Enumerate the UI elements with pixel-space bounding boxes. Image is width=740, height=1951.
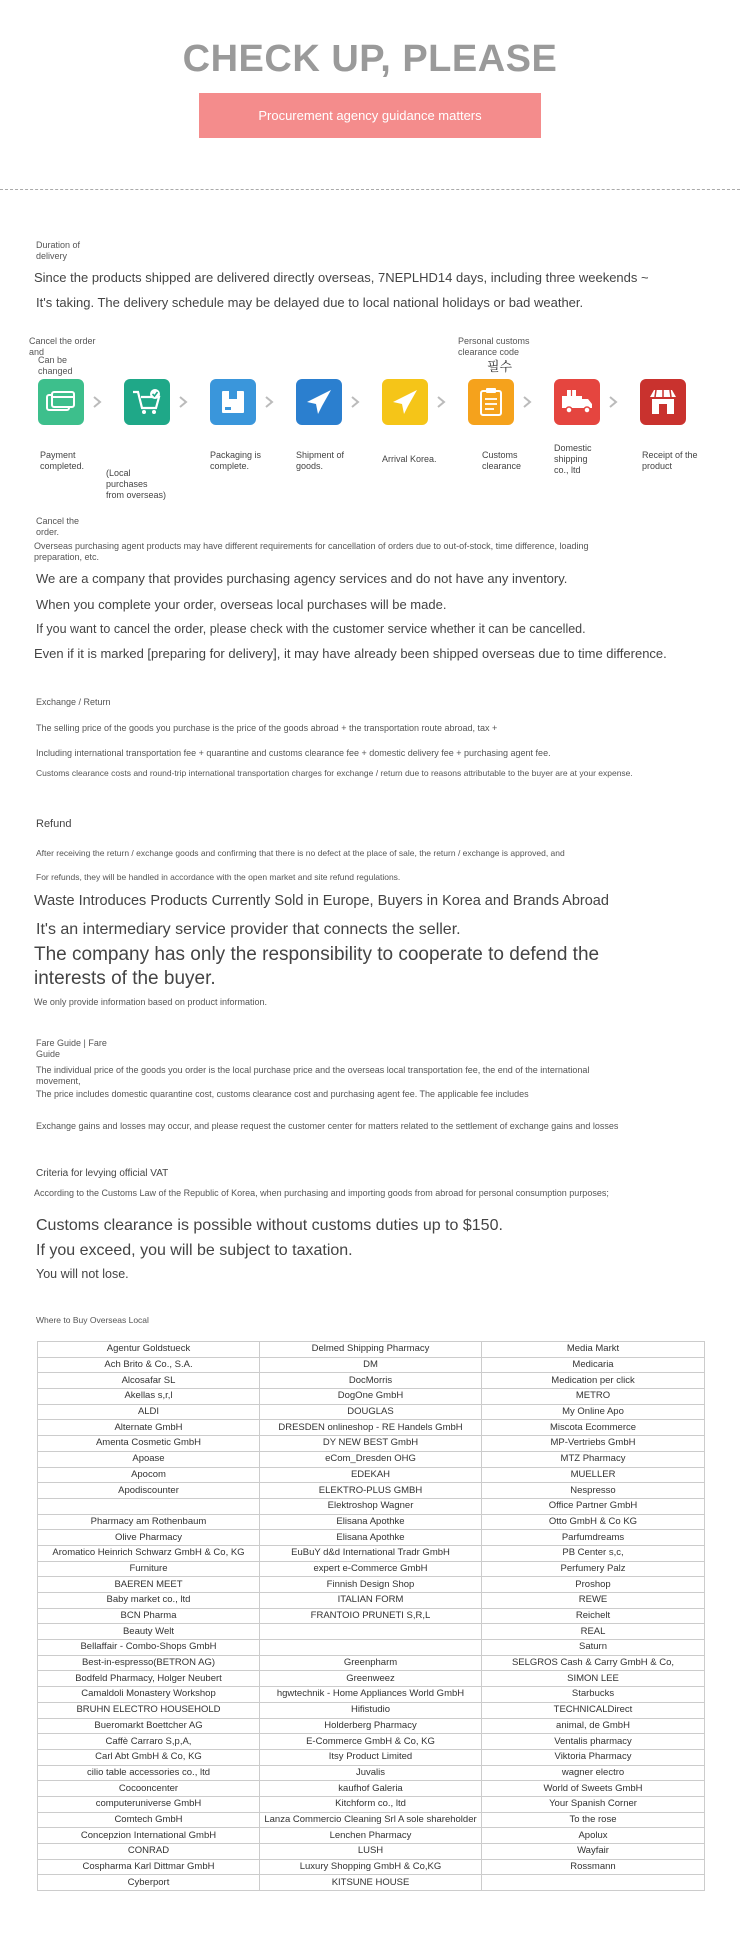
store-cell-right: Nespresso	[482, 1483, 705, 1499]
store-cell-right: Perfumery Palz	[482, 1561, 705, 1577]
cancel-line-3: If you want to cancel the order, please check with the customer service whether it can be cancelled.	[36, 622, 586, 636]
table-row	[38, 1373, 705, 1389]
store-cell-middle: LUSH	[260, 1844, 482, 1860]
store-cell-middle: DRESDEN onlineshop - RE Handels GmbH	[260, 1420, 482, 1436]
store-cell-middle: ELEKTRO-PLUS GMBH	[260, 1483, 482, 1499]
plane-icon	[296, 379, 342, 425]
store-cell-middle: Holderberg Pharmacy	[260, 1718, 482, 1734]
table-row	[38, 1781, 705, 1797]
table-row	[38, 1624, 705, 1640]
store-cell-left: Alternate GmbH	[38, 1420, 260, 1436]
store-cell-right	[482, 1875, 705, 1891]
store-cell-middle: Hifistudio	[260, 1702, 482, 1718]
table-row	[38, 1671, 705, 1687]
plane-icon	[382, 379, 428, 425]
store-cell-left: Best-in-espresso(BETRON AG)	[38, 1655, 260, 1671]
store-cell-left: Pharmacy am Rothenbaum	[38, 1514, 260, 1530]
store-cell-middle: Juvalis	[260, 1765, 482, 1781]
step-label-customs: Customs clearance	[482, 450, 522, 471]
store-cell-right: Media Markt	[482, 1342, 705, 1358]
store-cell-left: CONRAD	[38, 1844, 260, 1860]
exchange-line-2: Including international transportation fee + quarantine and customs clearance fee + domestic delivery fee + purchasing agent fee.	[36, 748, 551, 758]
store-cell-right: Your Spanish Corner	[482, 1796, 705, 1812]
fare-heading: Fare Guide | Fare Guide	[36, 1038, 107, 1059]
store-cell-right: Parfumdreams	[482, 1530, 705, 1546]
store-cell-left: Furniture	[38, 1561, 260, 1577]
store-cell-right: Starbucks	[482, 1687, 705, 1703]
refund-line-4: It's an intermediary service provider that connects the seller.	[36, 921, 461, 938]
store-cell-right: Apolux	[482, 1828, 705, 1844]
step-label-payment: Payment completed.	[40, 450, 85, 471]
cancel-change-note: Cancel the order and	[29, 336, 96, 357]
store-cell-left: cilio table accessories co., ltd	[38, 1765, 260, 1781]
store-cell-middle: EDEKAH	[260, 1467, 482, 1483]
step-label-local-purchase: (Local purchases from overseas)	[106, 468, 167, 500]
table-row	[38, 1844, 705, 1860]
table-row	[38, 1718, 705, 1734]
store-cell-left: Camaldoli Monastery Workshop	[38, 1687, 260, 1703]
table-row	[38, 1436, 705, 1452]
vat-heading: Criteria for levying official VAT	[36, 1168, 169, 1179]
table-row	[38, 1530, 705, 1546]
store-cell-middle: DOUGLAS	[260, 1404, 482, 1420]
store-cell-right: Reichelt	[482, 1608, 705, 1624]
table-row	[38, 1765, 705, 1781]
vat-line-1: Customs clearance is possible without customs duties up to $150.	[36, 1217, 503, 1234]
store-cell-left: Caffè Carraro S,p,A,	[38, 1734, 260, 1750]
store-table	[37, 1341, 705, 1891]
store-cell-left: Amenta Cosmetic GmbH	[38, 1436, 260, 1452]
refund-line-2: For refunds, they will be handled in accordance with the open market and site refund regulations.	[36, 872, 401, 882]
store-cell-middle: E-Commerce GmbH & Co, KG	[260, 1734, 482, 1750]
store-cell-right: Otto GmbH & Co KG	[482, 1514, 705, 1530]
store-cell-left: Akellas s,r,l	[38, 1389, 260, 1405]
store-cell-left: Agentur Goldstueck	[38, 1342, 260, 1358]
step-label-shipment: Shipment of goods.	[296, 450, 345, 471]
table-row	[38, 1514, 705, 1530]
table-row	[38, 1734, 705, 1750]
store-cell-right: To the rose	[482, 1812, 705, 1828]
table-row	[38, 1655, 705, 1671]
store-cell-left: Apoase	[38, 1451, 260, 1467]
table-row	[38, 1687, 705, 1703]
chevron-right-icon	[90, 395, 104, 409]
stores-heading: Where to Buy Overseas Local	[36, 1315, 149, 1325]
chevron-right-icon	[176, 395, 190, 409]
exchange-line-1: The selling price of the goods you purchase is the price of the goods abroad + the transportation route abroad, tax +	[36, 723, 498, 733]
store-cell-left: Ach Brito & Co., S.A.	[38, 1357, 260, 1373]
store-cell-right: Ventalis pharmacy	[482, 1734, 705, 1750]
store-cell-middle: Luxury Shopping GmbH & Co,KG	[260, 1859, 482, 1875]
table-row	[38, 1357, 705, 1373]
table-row	[38, 1593, 705, 1609]
store-cell-middle: Finnish Design Shop	[260, 1577, 482, 1593]
store-cell-right: REAL	[482, 1624, 705, 1640]
box-icon	[210, 379, 256, 425]
store-cell-left: Concepzion International GmbH	[38, 1828, 260, 1844]
store-cell-right: METRO	[482, 1389, 705, 1405]
vat-intro: According to the Customs Law of the Republic of Korea, when purchasing and importing goods from abroad for personal consumption purposes;	[34, 1188, 609, 1198]
store-cell-middle: Elisana Apothke	[260, 1514, 482, 1530]
refund-line-3: Waste Introduces Products Currently Sold in Europe, Buyers in Korea and Brands Abroad	[34, 893, 609, 909]
store-cell-middle	[260, 1624, 482, 1640]
table-row	[38, 1483, 705, 1499]
store-cell-left: Olive Pharmacy	[38, 1530, 260, 1546]
store-cell-middle: DogOne GmbH	[260, 1389, 482, 1405]
table-row	[38, 1640, 705, 1656]
store-cell-left: Apocom	[38, 1467, 260, 1483]
customs-code-note: Personal customs clearance code	[458, 336, 530, 357]
store-cell-middle: Kitchform co., ltd	[260, 1796, 482, 1812]
table-row	[38, 1875, 705, 1891]
store-cell-right: World of Sweets GmbH	[482, 1781, 705, 1797]
page-title: CHECK UP, PLEASE	[182, 38, 558, 80]
exchange-line-3: Customs clearance costs and round-trip international transportation charges for exchange / return due to reasons attributable to the buyer are at your expense.	[36, 768, 633, 778]
store-cell-left: computeruniverse GmbH	[38, 1796, 260, 1812]
store-cell-right: My Online Apo	[482, 1404, 705, 1420]
store-cell-right: MP-Vertriebs GmbH	[482, 1436, 705, 1452]
store-cell-right: PB Center s,c,	[482, 1545, 705, 1561]
fare-line-2: The price includes domestic quarantine cost, customs clearance cost and purchasing agent fee. The applicable fee includes	[36, 1089, 529, 1099]
refund-line-7: We only provide information based on product information.	[34, 997, 267, 1007]
vat-line-2: If you exceed, you will be subject to taxation.	[36, 1242, 353, 1259]
store-icon	[640, 379, 686, 425]
table-row	[38, 1404, 705, 1420]
table-row	[38, 1828, 705, 1844]
store-cell-middle: KITSUNE HOUSE	[260, 1875, 482, 1891]
cart-icon	[124, 379, 170, 425]
delivery-line-1: Since the products shipped are delivered directly overseas, 7NEPLHD14 days, including three weekends ~	[34, 270, 649, 285]
store-cell-right: TECHNICALDirect	[482, 1702, 705, 1718]
table-row	[38, 1451, 705, 1467]
store-cell-right: MUELLER	[482, 1467, 705, 1483]
store-cell-left: Bodfeld Pharmacy, Holger Neubert	[38, 1671, 260, 1687]
table-row	[38, 1498, 705, 1514]
truck-icon	[554, 379, 600, 425]
fare-line-3: Exchange gains and losses may occur, and please request the customer center for matters related to the settlement of exchange gains and losses	[36, 1121, 619, 1131]
store-cell-right: Rossmann	[482, 1859, 705, 1875]
chevron-right-icon	[262, 395, 276, 409]
cancel-line-1: We are a company that provides purchasing agency services and do not have any inventory.	[36, 571, 568, 586]
table-row	[38, 1859, 705, 1875]
table-row	[38, 1342, 705, 1358]
table-row	[38, 1545, 705, 1561]
store-cell-right: Medication per click	[482, 1373, 705, 1389]
refund-line-6: interests of the buyer.	[34, 968, 216, 989]
store-cell-middle: Delmed Shipping Pharmacy	[260, 1342, 482, 1358]
store-cell-left: Bellaffair - Combo-Shops GmbH	[38, 1640, 260, 1656]
table-row	[38, 1608, 705, 1624]
table-row	[38, 1749, 705, 1765]
table-row	[38, 1577, 705, 1593]
store-cell-left: BAEREN MEET	[38, 1577, 260, 1593]
store-cell-middle: Elektroshop Wagner	[260, 1498, 482, 1514]
store-cell-middle: Lanza Commercio Cleaning Srl A sole shareholder	[260, 1812, 482, 1828]
vat-line-3: You will not lose.	[36, 1267, 129, 1281]
store-cell-right: wagner electro	[482, 1765, 705, 1781]
store-cell-right: Wayfair	[482, 1844, 705, 1860]
store-cell-middle: DocMorris	[260, 1373, 482, 1389]
cancel-heading: Cancel the order.	[36, 516, 80, 537]
store-cell-right: Viktoria Pharmacy	[482, 1749, 705, 1765]
table-row	[38, 1702, 705, 1718]
delivery-line-2: It's taking. The delivery schedule may be delayed due to local national holidays or bad weather.	[36, 295, 584, 310]
store-cell-left: BRUHN ELECTRO HOUSEHOLD	[38, 1702, 260, 1718]
chevron-right-icon	[520, 395, 534, 409]
chevron-right-icon	[348, 395, 362, 409]
table-row	[38, 1467, 705, 1483]
store-cell-middle	[260, 1640, 482, 1656]
store-cell-left: Carl Abt GmbH & Co, KG	[38, 1749, 260, 1765]
step-label-arrival: Arrival Korea.	[382, 454, 437, 464]
store-cell-right: Office Partner GmbH	[482, 1498, 705, 1514]
store-cell-middle: kaufhof Galeria	[260, 1781, 482, 1797]
store-cell-left: Apodiscounter	[38, 1483, 260, 1499]
store-cell-right: SELGROS Cash & Carry GmbH & Co,	[482, 1655, 705, 1671]
store-cell-middle: Greenpharm	[260, 1655, 482, 1671]
step-label-packaging: Packaging is complete.	[210, 450, 262, 471]
refund-line-5: The company has only the responsibility to cooperate to defend the	[34, 944, 600, 965]
store-cell-right: MTZ Pharmacy	[482, 1451, 705, 1467]
store-cell-right: Proshop	[482, 1577, 705, 1593]
store-cell-left: Cospharma Karl Dittmar GmbH	[38, 1859, 260, 1875]
table-row	[38, 1420, 705, 1436]
store-cell-right: Saturn	[482, 1640, 705, 1656]
store-cell-left: Cocooncenter	[38, 1781, 260, 1797]
store-cell-middle: Greenweez	[260, 1671, 482, 1687]
store-cell-middle: FRANTOIO PRUNETI S,R,L	[260, 1608, 482, 1624]
store-cell-left: Aromatico Heinrich Schwarz GmbH & Co, KG	[38, 1545, 260, 1561]
section-divider	[0, 189, 740, 190]
store-cell-middle: Lenchen Pharmacy	[260, 1828, 482, 1844]
exchange-heading: Exchange / Return	[36, 697, 111, 707]
step-label-domestic-shipping: Domestic shipping co., ltd	[554, 443, 592, 475]
customs-required-label: 필수	[487, 359, 513, 374]
store-cell-middle: DY NEW BEST GmbH	[260, 1436, 482, 1452]
store-cell-right: animal, de GmbH	[482, 1718, 705, 1734]
store-cell-left: Bueromarkt Boettcher AG	[38, 1718, 260, 1734]
store-cell-middle: eCom_Dresden OHG	[260, 1451, 482, 1467]
chevron-right-icon	[434, 395, 448, 409]
table-row	[38, 1796, 705, 1812]
step-label-receipt: Receipt of the product	[642, 450, 698, 471]
table-row	[38, 1561, 705, 1577]
store-cell-middle: EuBuY d&d International Tradr GmbH	[260, 1545, 482, 1561]
store-cell-right: Miscota Ecommerce	[482, 1420, 705, 1436]
cancel-intro: Overseas purchasing agent products may have different requirements for cancellation of orders due to out-of-stock, time difference, loading preparation, etc.	[34, 541, 589, 562]
clipboard-icon	[468, 379, 514, 425]
store-cell-right: Medicaria	[482, 1357, 705, 1373]
store-cell-middle: expert e-Commerce GmbH	[260, 1561, 482, 1577]
store-cell-right: REWE	[482, 1593, 705, 1609]
store-cell-middle: ITALIAN FORM	[260, 1593, 482, 1609]
store-cell-left: Baby market co., ltd	[38, 1593, 260, 1609]
store-cell-middle: hgwtechnik - Home Appliances World GmbH	[260, 1687, 482, 1703]
store-cell-left: Comtech GmbH	[38, 1812, 260, 1828]
store-cell-right: SIMON LEE	[482, 1671, 705, 1687]
store-cell-left: ALDI	[38, 1404, 260, 1420]
card-icon	[38, 379, 84, 425]
refund-heading: Refund	[36, 818, 72, 830]
store-cell-left	[38, 1498, 260, 1514]
refund-line-1: After receiving the return / exchange goods and confirming that there is no defect at the place of sale, the return / exchange is approved, and	[36, 848, 565, 858]
store-cell-left: Cyberport	[38, 1875, 260, 1891]
store-cell-left: BCN Pharma	[38, 1608, 260, 1624]
store-cell-left: Alcosafar SL	[38, 1373, 260, 1389]
subtitle-badge: Procurement agency guidance matters	[199, 93, 541, 138]
store-cell-middle: Elisana Apothke	[260, 1530, 482, 1546]
store-cell-middle: Itsy Product Limited	[260, 1749, 482, 1765]
cancel-line-2: When you complete your order, overseas local purchases will be made.	[36, 597, 447, 612]
cancel-line-4: Even if it is marked [preparing for delivery], it may have already been shipped overseas due to time difference.	[34, 646, 667, 661]
store-cell-middle: DM	[260, 1357, 482, 1373]
cancel-change-note-2: Can be changed	[38, 355, 73, 376]
table-row	[38, 1389, 705, 1405]
table-row	[38, 1812, 705, 1828]
fare-line-1: The individual price of the goods you order is the local purchase price and the overseas local transportation fee, the end of the international movement,	[36, 1065, 590, 1086]
chevron-right-icon	[606, 395, 620, 409]
delivery-heading: Duration of delivery	[36, 240, 81, 261]
store-cell-left: Beauty Welt	[38, 1624, 260, 1640]
